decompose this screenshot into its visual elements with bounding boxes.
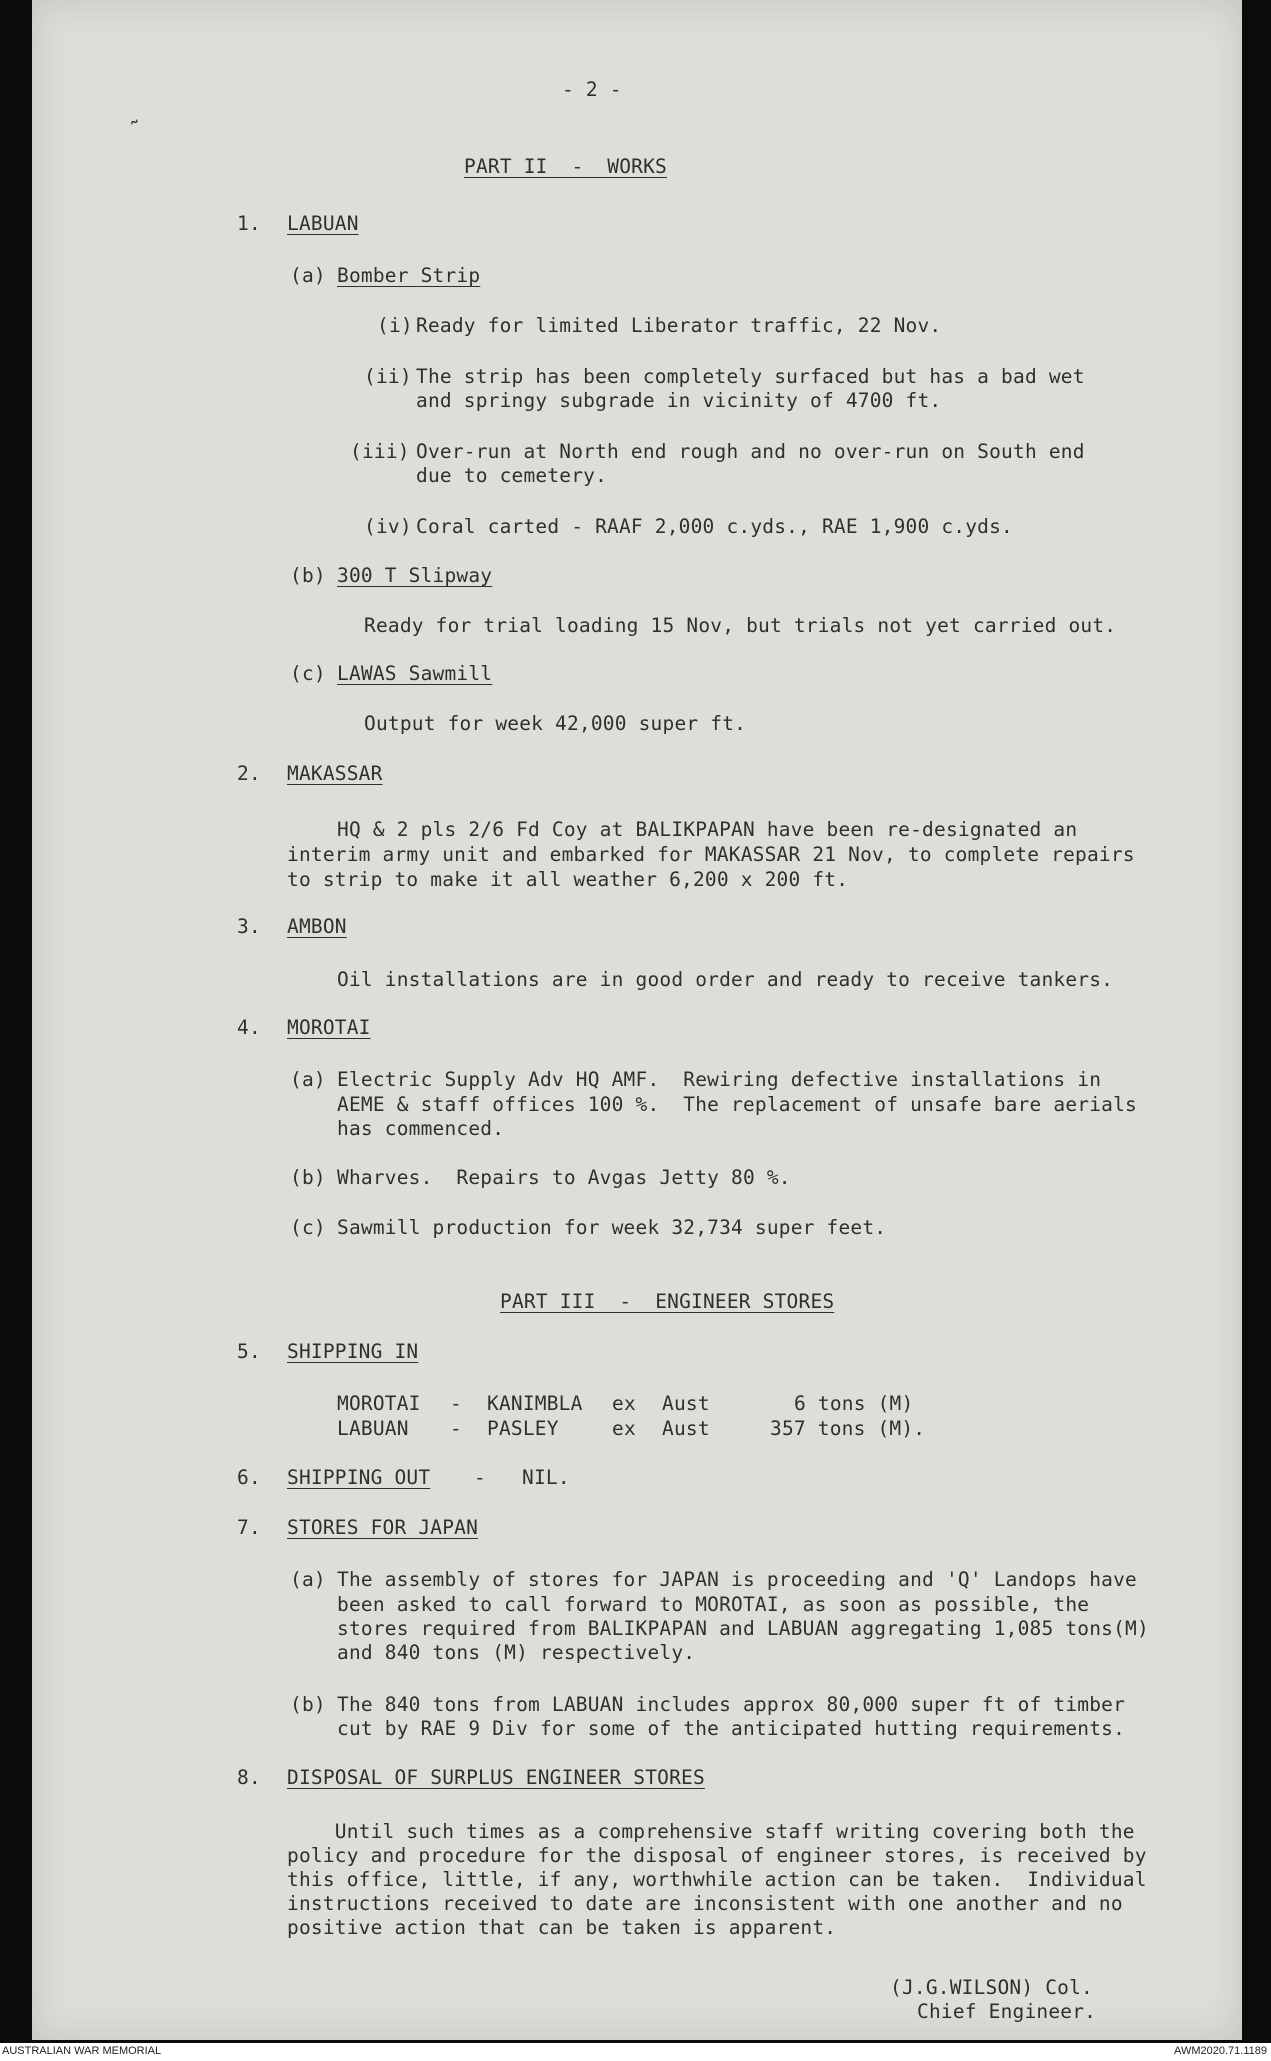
shipping-row-2-ship: PASLEY — [487, 1417, 559, 1440]
part3-heading: PART III - ENGINEER STORES — [500, 1290, 835, 1313]
s1a-item-iv-line1: Coral carted - RAAF 2,000 c.yds., RAE 1,900 c.yds. — [416, 515, 1013, 538]
s8-line4: instructions received to date are inconsistent with one another and no — [287, 1892, 1123, 1915]
shipping-row-1-dash: - — [450, 1392, 462, 1415]
s1a-item-iv-num: (iv) — [364, 515, 412, 538]
footer-accession: AWM2020.71.1189 — [1174, 2045, 1267, 2057]
section-2-title: MAKASSAR — [287, 762, 383, 785]
s8-line3: this office, little, if any, worthwhile action can be taken. Individual — [287, 1868, 1147, 1891]
s4b-text: Wharves. Repairs to Avgas Jetty 80 %. — [337, 1166, 791, 1189]
s1c-label: (c) — [290, 662, 326, 685]
s7a-line4: and 840 tons (M) respectively. — [337, 1641, 696, 1664]
s7b-line1: The 840 tons from LABUAN includes approx 80,000 super ft of timber — [337, 1693, 1126, 1716]
document-page — [32, 0, 1242, 2040]
s1a-item-ii-line2: and springy subgrade in vicinity of 4700 ft. — [416, 389, 942, 412]
shipping-row-1-ex: ex — [612, 1392, 636, 1415]
section-1-number: 1. — [237, 212, 261, 235]
section-7-number: 7. — [237, 1516, 261, 1539]
s1a-item-ii-num: (ii) — [364, 365, 412, 388]
section-7-title: STORES FOR JAPAN — [287, 1516, 479, 1539]
s4a-line2: AEME & staff offices 100 %. The replacement of unsafe bare aerials — [337, 1093, 1137, 1116]
s1a-item-ii-line1: The strip has been completely surfaced but has a bad wet — [416, 365, 1085, 388]
s4a-line3: has commenced. — [337, 1117, 505, 1140]
s3-text: Oil installations are in good order and ready to receive tankers. — [337, 968, 1114, 991]
signature-title: Chief Engineer. — [917, 2000, 1097, 2023]
s2-line3: to strip to make it all weather 6,200 x 200 ft. — [287, 868, 849, 891]
s4a-label: (a) — [290, 1068, 326, 1091]
section-6-value: NIL. — [522, 1466, 570, 1489]
s1c-title: LAWAS Sawmill — [337, 662, 493, 685]
s1b-label: (b) — [290, 564, 326, 587]
section-3-number: 3. — [237, 915, 261, 938]
s1a-item-i-line1: Ready for limited Liberator traffic, 22 Nov. — [416, 314, 942, 337]
s1a-item-iii-num: (iii) — [350, 440, 410, 463]
section-8-title: DISPOSAL OF SURPLUS ENGINEER STORES — [287, 1766, 705, 1789]
s4b-label: (b) — [290, 1166, 326, 1189]
shipping-row-1-from: Aust — [662, 1392, 710, 1415]
s8-line5: positive action that can be taken is apparent. — [287, 1916, 837, 1939]
s4a-line1: Electric Supply Adv HQ AMF. Rewiring defective installations in — [337, 1068, 1102, 1091]
section-4-number: 4. — [237, 1016, 261, 1039]
shipping-row-2-dash: - — [450, 1417, 462, 1440]
shipping-row-2-qty: 357 tons (M). — [770, 1417, 926, 1440]
handwritten-mark: ˜ — [128, 116, 147, 145]
s4c-label: (c) — [290, 1216, 326, 1239]
signature-name: (J.G.WILSON) Col. — [890, 1976, 1093, 1999]
s7a-line1: The assembly of stores for JAPAN is proceeding and 'Q' Landops have — [337, 1568, 1137, 1591]
s1a-label: (a) — [290, 264, 326, 287]
s7b-label: (b) — [290, 1693, 326, 1716]
shipping-row-2-ex: ex — [612, 1417, 636, 1440]
s1b-text: Ready for trial loading 15 Nov, but trials not yet carried out. — [364, 614, 1117, 637]
s2-line1: HQ & 2 pls 2/6 Fd Coy at BALIKPAPAN have been re-designated an — [337, 818, 1078, 841]
s1a-item-i-num: (i) — [377, 314, 413, 337]
s8-line2: policy and procedure for the disposal of engineer stores, is received by — [287, 1844, 1147, 1867]
section-4-title: MOROTAI — [287, 1016, 371, 1039]
section-5-number: 5. — [237, 1340, 261, 1363]
s8-line1: Until such times as a comprehensive staff writing covering both the — [287, 1820, 1135, 1843]
s1a-item-iii-line2: due to cemetery. — [416, 464, 608, 487]
footer-source: AUSTRALIAN WAR MEMORIAL — [2, 2045, 162, 2057]
s1b-title: 300 T Slipway — [337, 564, 493, 587]
s7a-line2: been asked to call forward to MOROTAI, as soon as possible, the — [337, 1593, 1090, 1616]
section-6-dash: - — [474, 1466, 486, 1489]
s1a-title: Bomber Strip — [337, 264, 481, 287]
section-5-title: SHIPPING IN — [287, 1340, 419, 1363]
shipping-row-1-place: MOROTAI — [337, 1392, 421, 1415]
section-1-title: LABUAN — [287, 212, 359, 235]
s7b-line2: cut by RAE 9 Div for some of the anticipated hutting requirements. — [337, 1717, 1126, 1740]
section-6-title: SHIPPING OUT — [287, 1466, 431, 1489]
section-3-title: AMBON — [287, 915, 347, 938]
section-6-number: 6. — [237, 1466, 261, 1489]
shipping-row-2-place: LABUAN — [337, 1417, 409, 1440]
shipping-row-1-qty: 6 tons (M) — [794, 1392, 914, 1415]
s4c-text: Sawmill production for week 32,734 super feet. — [337, 1216, 887, 1239]
shipping-row-1-ship: KANIMBLA — [487, 1392, 583, 1415]
s1c-text: Output for week 42,000 super ft. — [364, 712, 747, 735]
s7a-label: (a) — [290, 1568, 326, 1591]
s2-line2: interim army unit and embarked for MAKASSAR 21 Nov, to complete repairs — [287, 843, 1135, 866]
s1a-item-iii-line1: Over-run at North end rough and no over-run on South end — [416, 440, 1085, 463]
page-number: - 2 - — [562, 78, 622, 101]
shipping-row-2-from: Aust — [662, 1417, 710, 1440]
section-2-number: 2. — [237, 762, 261, 785]
part2-heading: PART II - WORKS — [464, 155, 667, 178]
s7a-line3: stores required from BALIKPAPAN and LABUAN aggregating 1,085 tons(M) — [337, 1617, 1149, 1640]
section-8-number: 8. — [237, 1766, 261, 1789]
footer-bar — [0, 2043, 1271, 2061]
